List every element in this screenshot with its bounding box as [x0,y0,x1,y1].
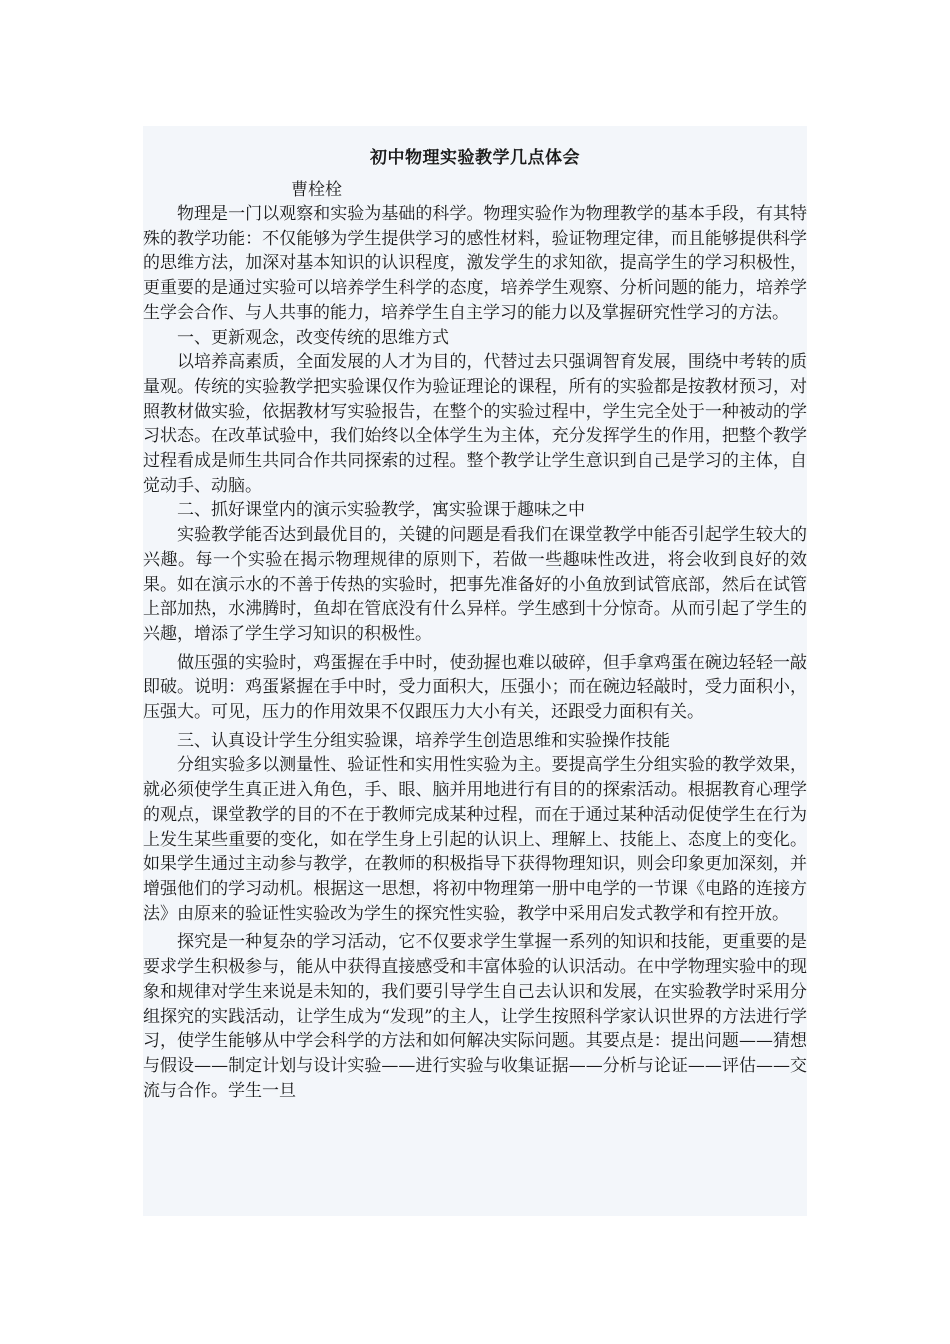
article-title: 初中物理实验教学几点体会 [370,148,580,168]
article-author: 曹栓栓 [291,180,342,200]
paragraph: 物理是一门以观察和实验为基础的科学。物理实验作为物理教学的基本手段，有其特殊的教学功能：不仅能够为学生提供学习的感性材料，验证物理定律，而且能够提供科学的思维方法，加深对基本知识的认识程度，激发学生的求知欲，提高学生的学习积极性，更重要的是通过实验可以培养学生科学的态度，培养学生观察、分析问题的能力，培养学生学会合作、与人共事的能力，培养学生自主学习的能力以及掌握研究性学习的方法。 [143,204,807,323]
section-heading: 三、认真设计学生分组实验课，培养学生创造思维和实验操作技能 [177,730,670,751]
paragraph: 做压强的实验时，鸡蛋握在手中时，使劲握也难以破碎，但手拿鸡蛋在碗边轻轻一敲即破。说明：鸡蛋紧握在手中时，受力面积大，压强小；而在碗边轻敲时，受力面积小，压强大。可见，压力的作用效果不仅跟压力大小有关，还跟受力面积有关。 [143,652,807,723]
paragraph: 实验教学能否达到最优目的，关键的问题是看我们在课堂教学中能否引起学生较大的兴趣。每一个实验在揭示物理规律的原则下，若做一些趣味性改进，将会收到良好的效果。如在演示水的不善于传热的实验时，把事先准备好的小鱼放到试管底部，然后在试管上部加热，水沸腾时，鱼却在管底没有什么异样。学生感到十分惊奇。从而引起了学生的兴趣，增添了学生学习知识的积极性。 [143,525,807,644]
paragraph: 探究是一种复杂的学习活动，它不仅要求学生掌握一系列的知识和技能，更重要的是要求学生积极参与，能从中获得直接感受和丰富体验的认识活动。在中学物理实验中的现象和规律对学生来说是未知的，我们要引导学生自己去认识和发展，在实验教学时采用分组探究的实践活动，让学生成为“发现”的主人，让学生按照科学家认识世界的方法进行学习，使学生能够从中学会科学的方法和如何解决实际问题。其要点是：提出问题——猜想与假设——制定计划与设计实验——进行实验与收集证据——分析与论证——评估——交流与合作。学生一旦 [143,932,807,1101]
paragraph: 分组实验多以测量性、验证性和实用性实验为主。要提高学生分组实验的教学效果，就必须使学生真正进入角色，手、眼、脑并用地进行有目的的探索活动。根据教育心理学的观点，课堂教学的目的不在于教师完成某种过程，而在于通过某种活动促使学生在行为上发生某些重要的变化，如在学生身上引起的认识上、理解上、技能上、态度上的变化。如果学生通过主动参与教学，在教师的积极指导下获得物理知识，则会印象更加深刻，并增强他们的学习动机。根据这一思想，将初中物理第一册中电学的一节课《电路的连接方法》由原来的验证性实验改为学生的探究性实验，教学中采用启发式教学和有控开放。 [143,755,807,924]
section-heading: 一、更新观念，改变传统的思维方式 [177,327,449,348]
section-heading: 二、抓好课堂内的演示实验教学，寓实验课于趣味之中 [177,500,585,521]
article-body [143,126,807,1216]
article-content [143,202,807,1103]
paragraph: 以培养高素质，全面发展的人才为目的，代替过去只强调智育发展，围绕中考转的质量观。传统的实验教学把实验课仅作为验证理论的课程，所有的实验都是按教材预习，对照教材做实验，依据教材写实验报告，在整个的实验过程中，学生完全处于一种被动的学习状态。在改革试验中，我们始终以全体学生为主体，充分发挥学生的作用，把整个教学过程看成是师生共同合作共同探索的过程。整个教学让学生意识到自己是学习的主体，自觉动手、动脑。 [143,352,807,496]
